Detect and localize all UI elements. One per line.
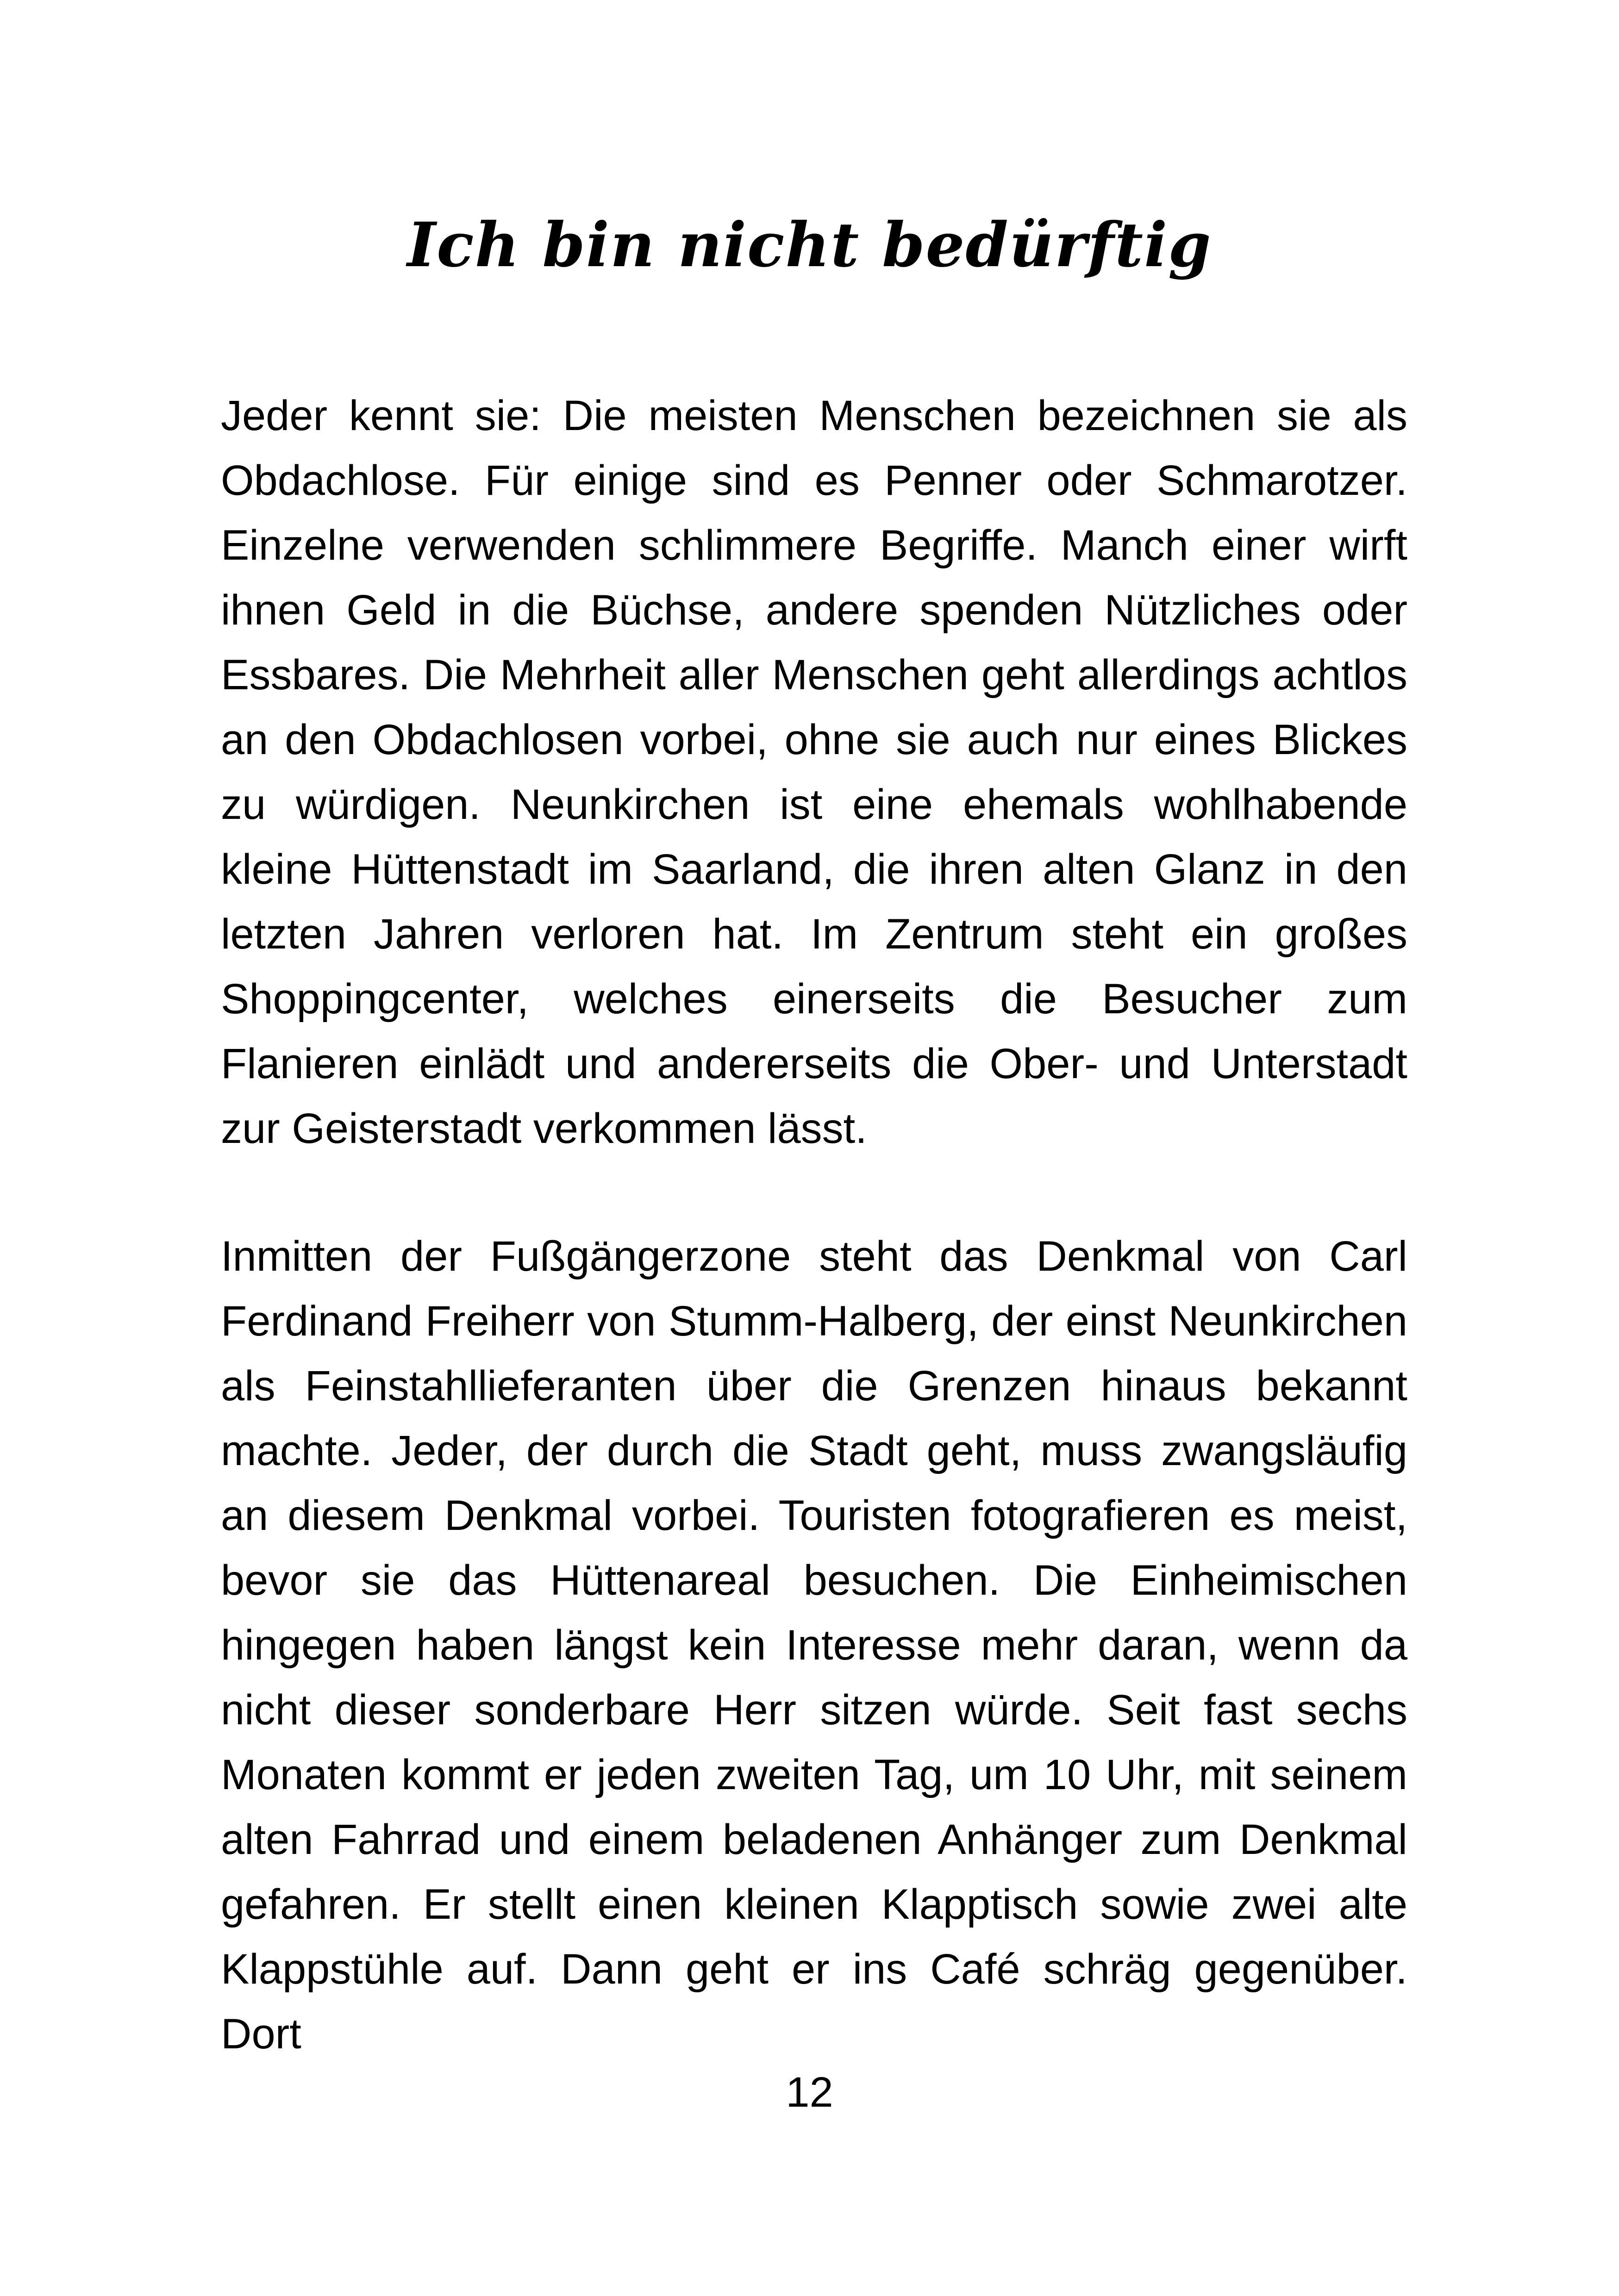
- page-number: 12: [786, 2069, 833, 2116]
- chapter-title: Ich bin nicht bedürftig: [407, 209, 1212, 281]
- paragraph-2: Inmitten der Fußgängerzone steht das Denkmal von Carl Ferdinand Freiherr von Stumm-Halberg, der einst Neunkirchen als Feinstahllieferanten über die Grenzen hinaus bekannt machte. Jeder, der durch die Stadt geht, muss zwangsläufig an diesem Denkmal vorbei. Touristen fotografieren es meist, bevor sie das Hüttenareal besuchen. Die Einheimischen hingegen haben längst kein Interesse mehr daran, wenn da nicht dieser sonderbare Herr sitzen würde. Seit fast sechs Monaten kommt er jeden zweiten Tag, um 10 Uhr, mit seinem alten Fahrrad und einem beladenen Anhänger zum Denkmal gefahren. Er stellt einen kleinen Klapptisch sowie zwei alte Klappstühle auf. Dann geht er ins Café schräg gegenüber. Dort: [221, 1233, 1407, 2058]
- paragraph-1: Jeder kennt sie: Die meisten Menschen bezeichnen sie als Obdachlose. Für einige sind es Penner oder Schmarotzer. Einzelne verwenden schlimmere Begriffe. Manch einer wirft ihnen Geld in die Büchse, andere spenden Nützliches oder Essbares. Die Mehrheit aller Menschen geht allerdings achtlos an den Obdachlosen vorbei, ohne sie auch nur eines Blickes zu würdigen. Neunkirchen ist eine ehemals wohlhabende kleine Hüttenstadt im Saarland, die ihren alten Glanz in den letzten Jahren verloren hat. Im Zentrum steht ein großes Shoppingcenter, welches einerseits die Besucher zum Flanieren einlädt und andererseits die Ober- und Unterstadt zur Geisterstadt verkommen lässt.: [221, 392, 1407, 1152]
